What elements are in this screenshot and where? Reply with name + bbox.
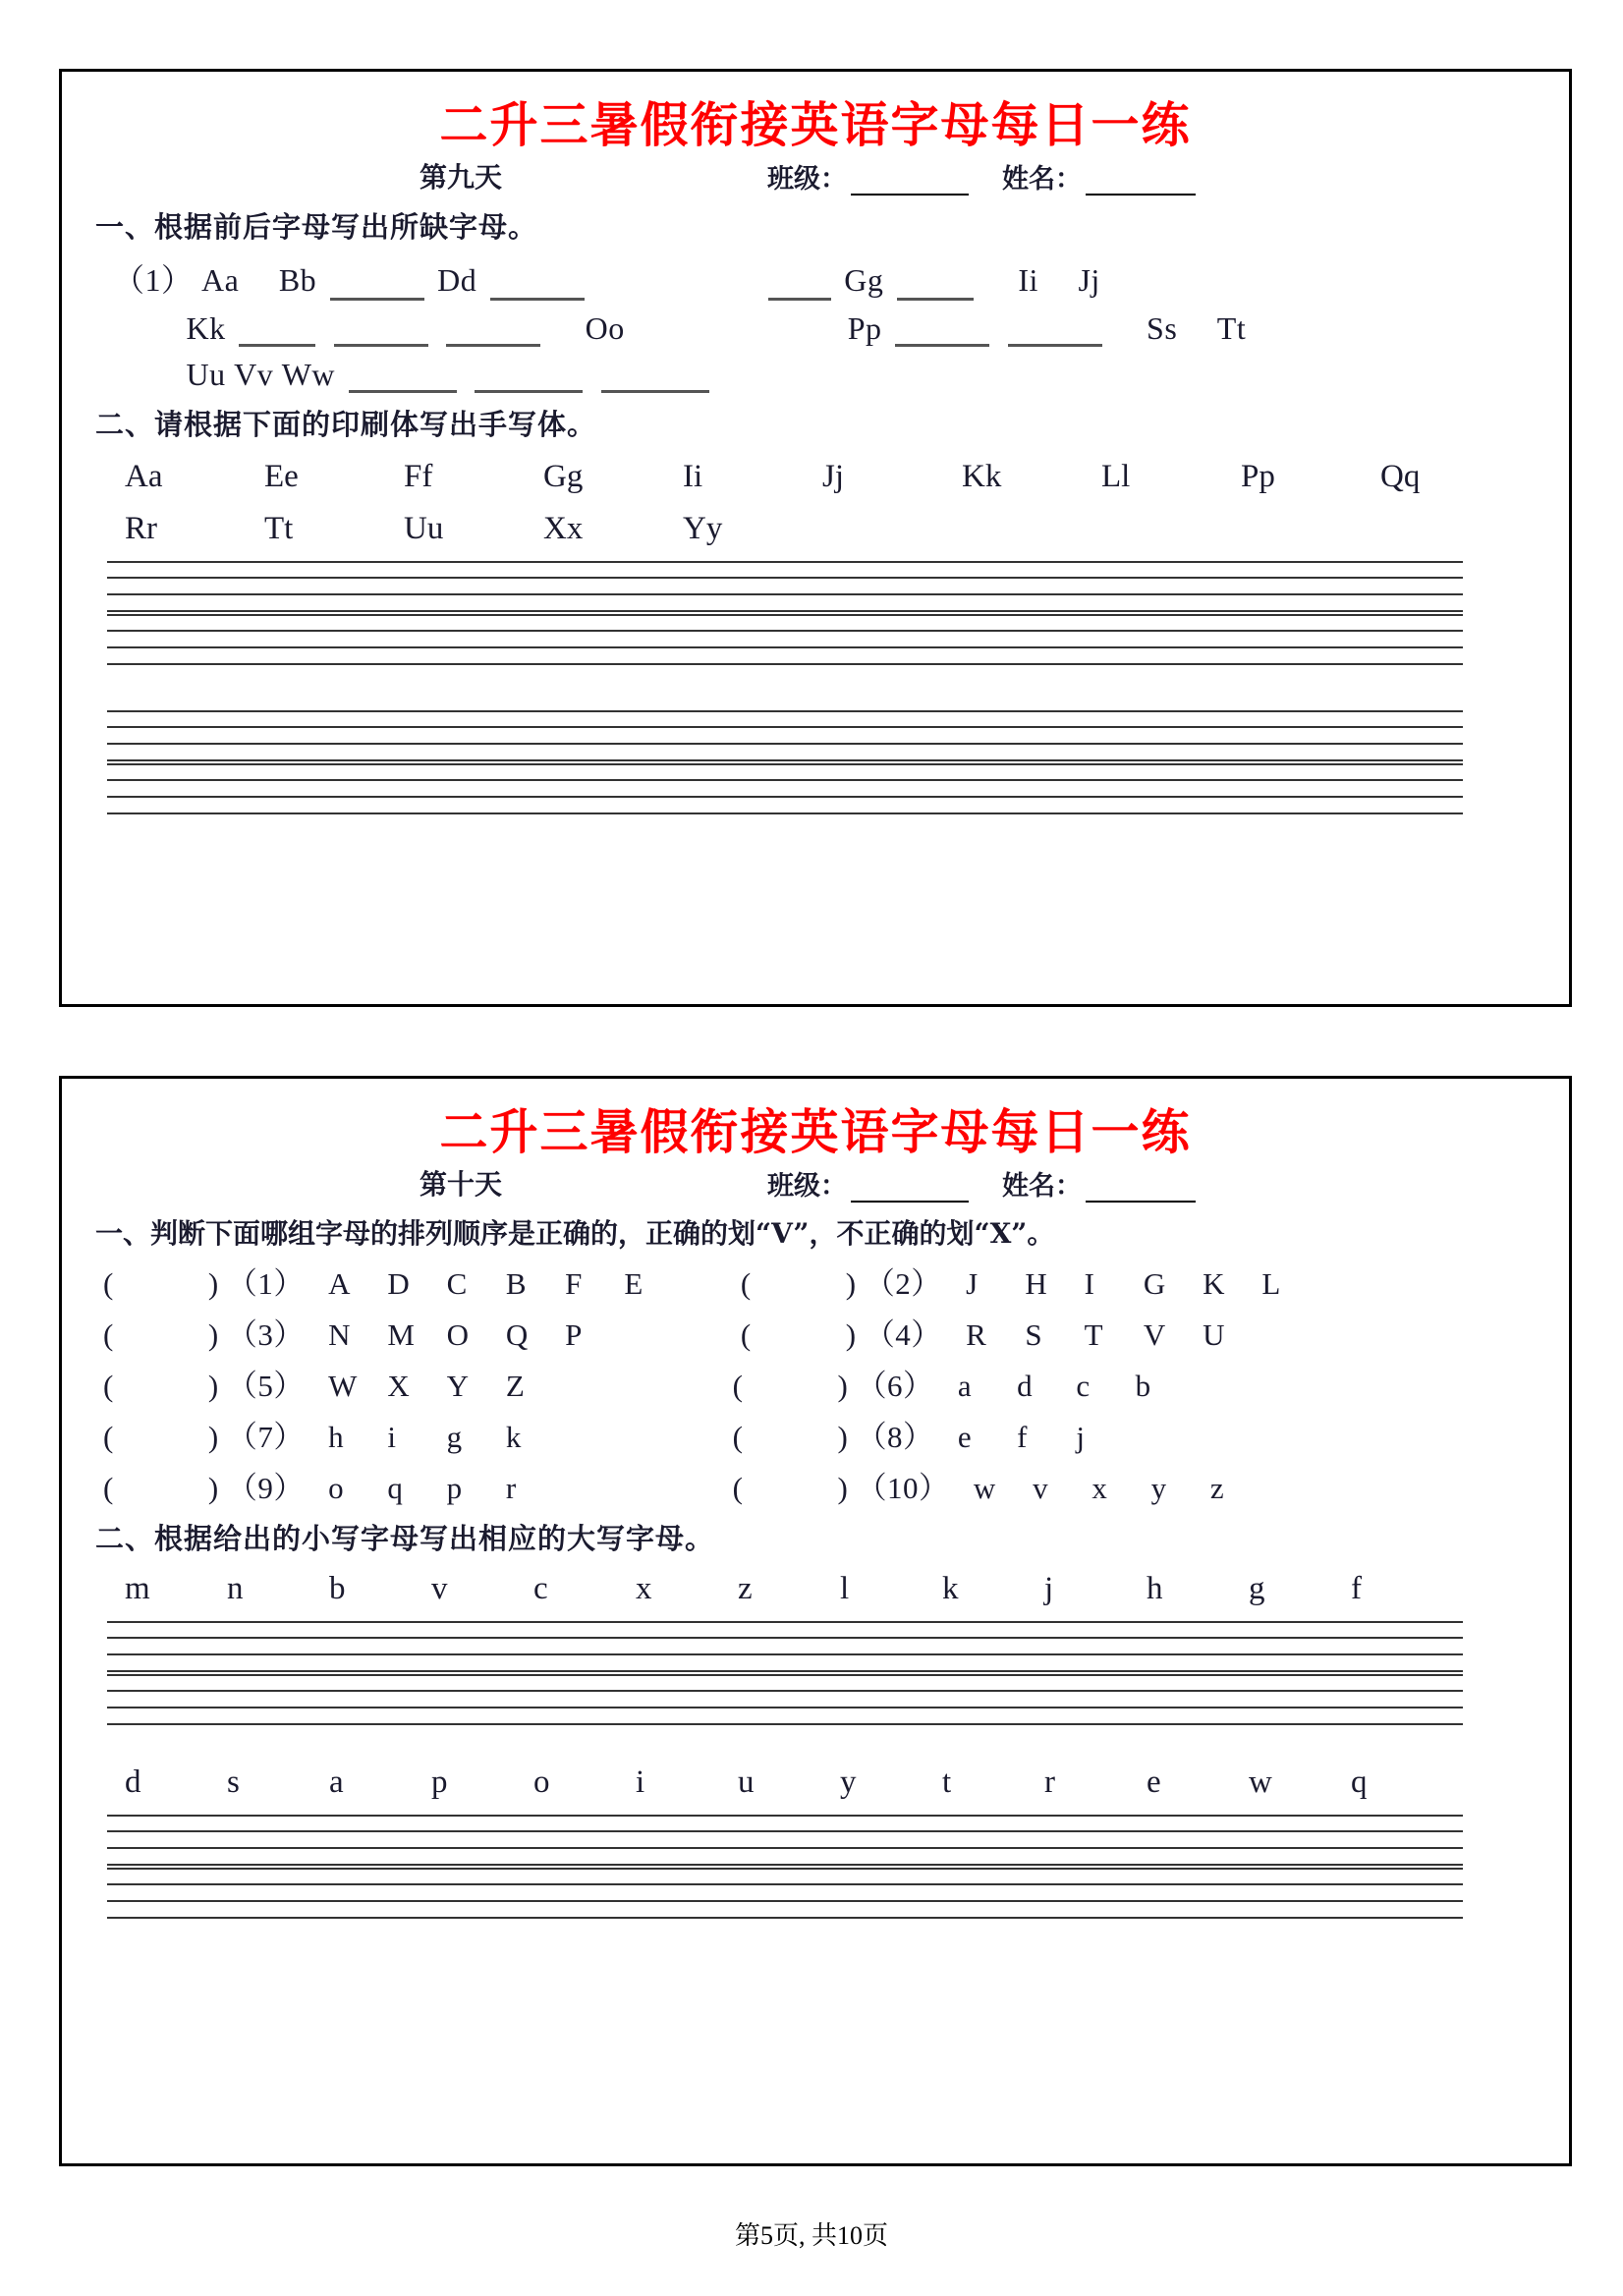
writing-stave[interactable] [107, 1674, 1463, 1727]
letter: F [565, 1266, 583, 1302]
letter: J [966, 1266, 979, 1302]
judgement-row: ( ) （9） o q p r ( ) （10） w v x y z [95, 1463, 1536, 1507]
letter: W [328, 1369, 358, 1404]
letter: U [1203, 1317, 1225, 1353]
lowercase-letter: k [942, 1571, 959, 1607]
fill-row [95, 255, 1536, 301]
answer-blank[interactable] [239, 318, 315, 347]
answer-blank[interactable] [475, 364, 583, 393]
print-letter: Tt [264, 511, 294, 547]
question-number: （8） [856, 1420, 934, 1455]
lowercase-letter: n [227, 1571, 244, 1607]
letter-token: Aa [201, 262, 240, 299]
lowercase-letter: y [840, 1764, 857, 1801]
worksheet-card-day9 [59, 69, 1572, 1007]
print-letter-row [95, 459, 1536, 495]
lowercase-letter: o [533, 1764, 550, 1801]
letter: w [973, 1471, 996, 1506]
answer-blank[interactable] [490, 272, 585, 301]
lowercase-letter: i [636, 1764, 645, 1801]
worksheet-title: 二升三暑假衔接英语字母每日一练 [439, 1103, 1192, 1160]
letter-token: Kk [186, 310, 226, 347]
judgement-row: ( ) （3） N M O Q P ( ) （4） R S T V U [95, 1310, 1536, 1354]
fill-row [95, 310, 1536, 347]
question-letters [966, 1317, 1313, 1353]
name-label: 姓名： [1002, 164, 1083, 195]
letter-token: Ii [1018, 262, 1038, 299]
writing-stave-group[interactable] [107, 1621, 1536, 1727]
question-letters [328, 1266, 675, 1302]
question-letters [328, 1471, 667, 1506]
print-letter: Uu [404, 511, 444, 547]
letter-token: Jj [1078, 262, 1100, 299]
day-label: 第十天 [420, 1170, 503, 1202]
question-number: （6） [856, 1369, 934, 1404]
answer-blank[interactable] [334, 318, 428, 347]
letter: p [446, 1471, 463, 1506]
question-number: （5） [226, 1369, 305, 1404]
name-label: 姓名： [1002, 1171, 1083, 1202]
class-label: 班级： [767, 164, 848, 195]
letter: y [1150, 1471, 1167, 1506]
letter: d [1017, 1369, 1034, 1404]
letter: I [1084, 1266, 1095, 1302]
class-input-blank[interactable] [851, 1179, 969, 1203]
letter: h [328, 1420, 345, 1455]
letter-token: Bb [278, 262, 317, 299]
answer-blank[interactable] [330, 272, 424, 301]
print-letter: Gg [543, 459, 584, 495]
lowercase-letter: r [1044, 1764, 1055, 1801]
lowercase-letter-row [95, 1571, 1536, 1607]
letter: v [1033, 1471, 1049, 1506]
print-letter: Yy [683, 511, 723, 547]
letter: S [1025, 1317, 1043, 1353]
lowercase-letter: w [1249, 1764, 1272, 1801]
answer-blank[interactable] [897, 272, 974, 301]
letter: x [1091, 1471, 1108, 1506]
section-2-heading: 二、请根据下面的印刷体写出手写体。 [95, 408, 597, 442]
letter-token: Gg [844, 262, 884, 299]
judgement-row: ( ) （7） h i g k ( ) （8） e f j [95, 1412, 1536, 1456]
letter: g [446, 1420, 463, 1455]
letter: G [1143, 1266, 1166, 1302]
class-label: 班级： [767, 1171, 848, 1202]
lowercase-letter: u [738, 1764, 755, 1801]
letter: B [505, 1266, 528, 1302]
question-number: （10） [856, 1471, 950, 1506]
question-letters [328, 1420, 667, 1455]
letter-token: Dd [437, 262, 477, 299]
writing-stave[interactable] [107, 561, 1463, 614]
section-1-heading: 一、判断下面哪组字母的排列顺序是正确的，正确的划“V”，不正确的划“X”。 [95, 1217, 1055, 1251]
letter: D [387, 1266, 411, 1302]
letter-token: Uu [186, 357, 226, 393]
letter: X [387, 1369, 411, 1404]
question-number: （1） [226, 1266, 305, 1302]
letter: Q [505, 1317, 529, 1353]
question-letters [958, 1369, 1297, 1404]
print-letter: Qq [1380, 459, 1421, 495]
letter: b [1135, 1369, 1151, 1404]
letter: r [505, 1471, 517, 1506]
lowercase-letter: s [227, 1764, 240, 1801]
letter-token: Ww [281, 357, 336, 393]
letter: q [387, 1471, 404, 1506]
letter: e [957, 1420, 973, 1455]
print-letter: Ii [683, 459, 703, 495]
letter-token: Oo [585, 310, 625, 347]
answer-blank[interactable] [349, 364, 457, 393]
section-2-heading: 二、根据给出的小写字母写出相应的大写字母。 [95, 1522, 715, 1556]
letter: C [446, 1266, 468, 1302]
day-label: 第九天 [420, 163, 503, 195]
letter: H [1025, 1266, 1048, 1302]
writing-stave[interactable] [107, 1868, 1463, 1921]
question-number: （2） [864, 1266, 942, 1302]
fill-row [95, 357, 1536, 393]
writing-stave[interactable] [107, 1815, 1463, 1868]
lowercase-letter: d [125, 1764, 141, 1801]
letter-token: Tt [1216, 310, 1247, 347]
writing-stave-group[interactable] [107, 710, 1536, 816]
question-letters [328, 1317, 675, 1353]
writing-stave-group[interactable] [107, 561, 1536, 667]
writing-stave[interactable] [107, 710, 1463, 763]
answer-blank[interactable] [1008, 318, 1102, 347]
writing-stave[interactable] [107, 1621, 1463, 1674]
question-letters [328, 1369, 667, 1404]
lowercase-letter: a [329, 1764, 344, 1801]
worksheet-meta-row [95, 156, 1536, 196]
print-letter-row [95, 511, 1536, 547]
letter: K [1203, 1266, 1225, 1302]
letter-token: Pp [847, 310, 882, 347]
lowercase-letter: b [329, 1571, 346, 1607]
writing-stave-group[interactable] [107, 1815, 1536, 1921]
letter: L [1261, 1266, 1281, 1302]
lowercase-letter: p [431, 1764, 448, 1801]
page-footer: 第5页, 共10页 [734, 2221, 888, 2250]
worksheet-meta-row [95, 1163, 1536, 1203]
lowercase-letter: f [1351, 1571, 1362, 1607]
question-letters [958, 1420, 1289, 1455]
judgement-row: ( ) （5） W X Y Z ( ) （6） a d c b [95, 1361, 1536, 1405]
question-letters [966, 1266, 1313, 1302]
question-number: （4） [864, 1317, 942, 1353]
print-letter: Kk [962, 459, 1002, 495]
lowercase-letter: v [431, 1571, 448, 1607]
letter: N [328, 1317, 352, 1353]
section-1-heading: 一、根据前后字母写出所缺字母。 [95, 210, 538, 245]
letter: i [387, 1420, 397, 1455]
answer-blank[interactable] [768, 272, 831, 301]
lowercase-letter: c [533, 1571, 548, 1607]
print-letter: Ee [264, 459, 299, 495]
lowercase-letter: e [1147, 1764, 1161, 1801]
judgement-row: ( ) （1） A D C B F E ( ) （2） J H I G K L [95, 1259, 1536, 1303]
question-number: （3） [226, 1317, 305, 1353]
letter: A [328, 1266, 352, 1302]
lowercase-letter-row [95, 1764, 1536, 1801]
worksheet-card-day10 [59, 1076, 1572, 2166]
letter: Z [505, 1369, 526, 1404]
question-letters [974, 1471, 1320, 1506]
lowercase-letter: h [1147, 1571, 1163, 1607]
answer-blank[interactable] [895, 318, 989, 347]
class-input-blank[interactable] [851, 172, 969, 196]
question-number: （7） [226, 1420, 305, 1455]
print-letter: Ff [404, 459, 433, 495]
letter: Y [446, 1369, 470, 1404]
letter: f [1017, 1420, 1028, 1455]
lowercase-letter: t [942, 1764, 952, 1801]
letter: R [966, 1317, 987, 1353]
letter: V [1143, 1317, 1166, 1353]
letter-token: Ss [1147, 310, 1178, 347]
letter: M [387, 1317, 416, 1353]
writing-stave[interactable] [107, 763, 1463, 816]
letter: O [446, 1317, 470, 1353]
letter: k [505, 1420, 522, 1455]
row-prefix: （1） [113, 262, 194, 299]
letter: E [624, 1266, 644, 1302]
print-letter: Jj [822, 459, 845, 495]
print-letter: Ll [1101, 459, 1131, 495]
letter: z [1209, 1471, 1225, 1506]
lowercase-letter: m [125, 1571, 150, 1607]
lowercase-letter: x [636, 1571, 652, 1607]
lowercase-letter: q [1351, 1764, 1368, 1801]
letter: j [1076, 1420, 1086, 1455]
question-number: （9） [226, 1471, 305, 1506]
print-letter: Xx [543, 511, 584, 547]
lowercase-letter: l [840, 1571, 850, 1607]
answer-blank[interactable] [601, 364, 709, 393]
letter: T [1084, 1317, 1103, 1353]
print-letter: Pp [1241, 459, 1275, 495]
lowercase-letter: z [738, 1571, 753, 1607]
worksheet-title: 二升三暑假衔接英语字母每日一练 [439, 96, 1192, 153]
name-input-blank[interactable] [1086, 172, 1196, 196]
letter: o [328, 1471, 345, 1506]
writing-stave[interactable] [107, 614, 1463, 667]
name-input-blank[interactable] [1086, 1179, 1196, 1203]
print-letter: Aa [125, 459, 163, 495]
lowercase-letter: j [1044, 1571, 1054, 1607]
letter: P [565, 1317, 583, 1353]
letter: c [1076, 1369, 1091, 1404]
letter-token: Vv [234, 357, 274, 393]
lowercase-letter: g [1249, 1571, 1265, 1607]
print-letter: Rr [125, 511, 157, 547]
letter: a [957, 1369, 973, 1404]
answer-blank[interactable] [446, 318, 540, 347]
